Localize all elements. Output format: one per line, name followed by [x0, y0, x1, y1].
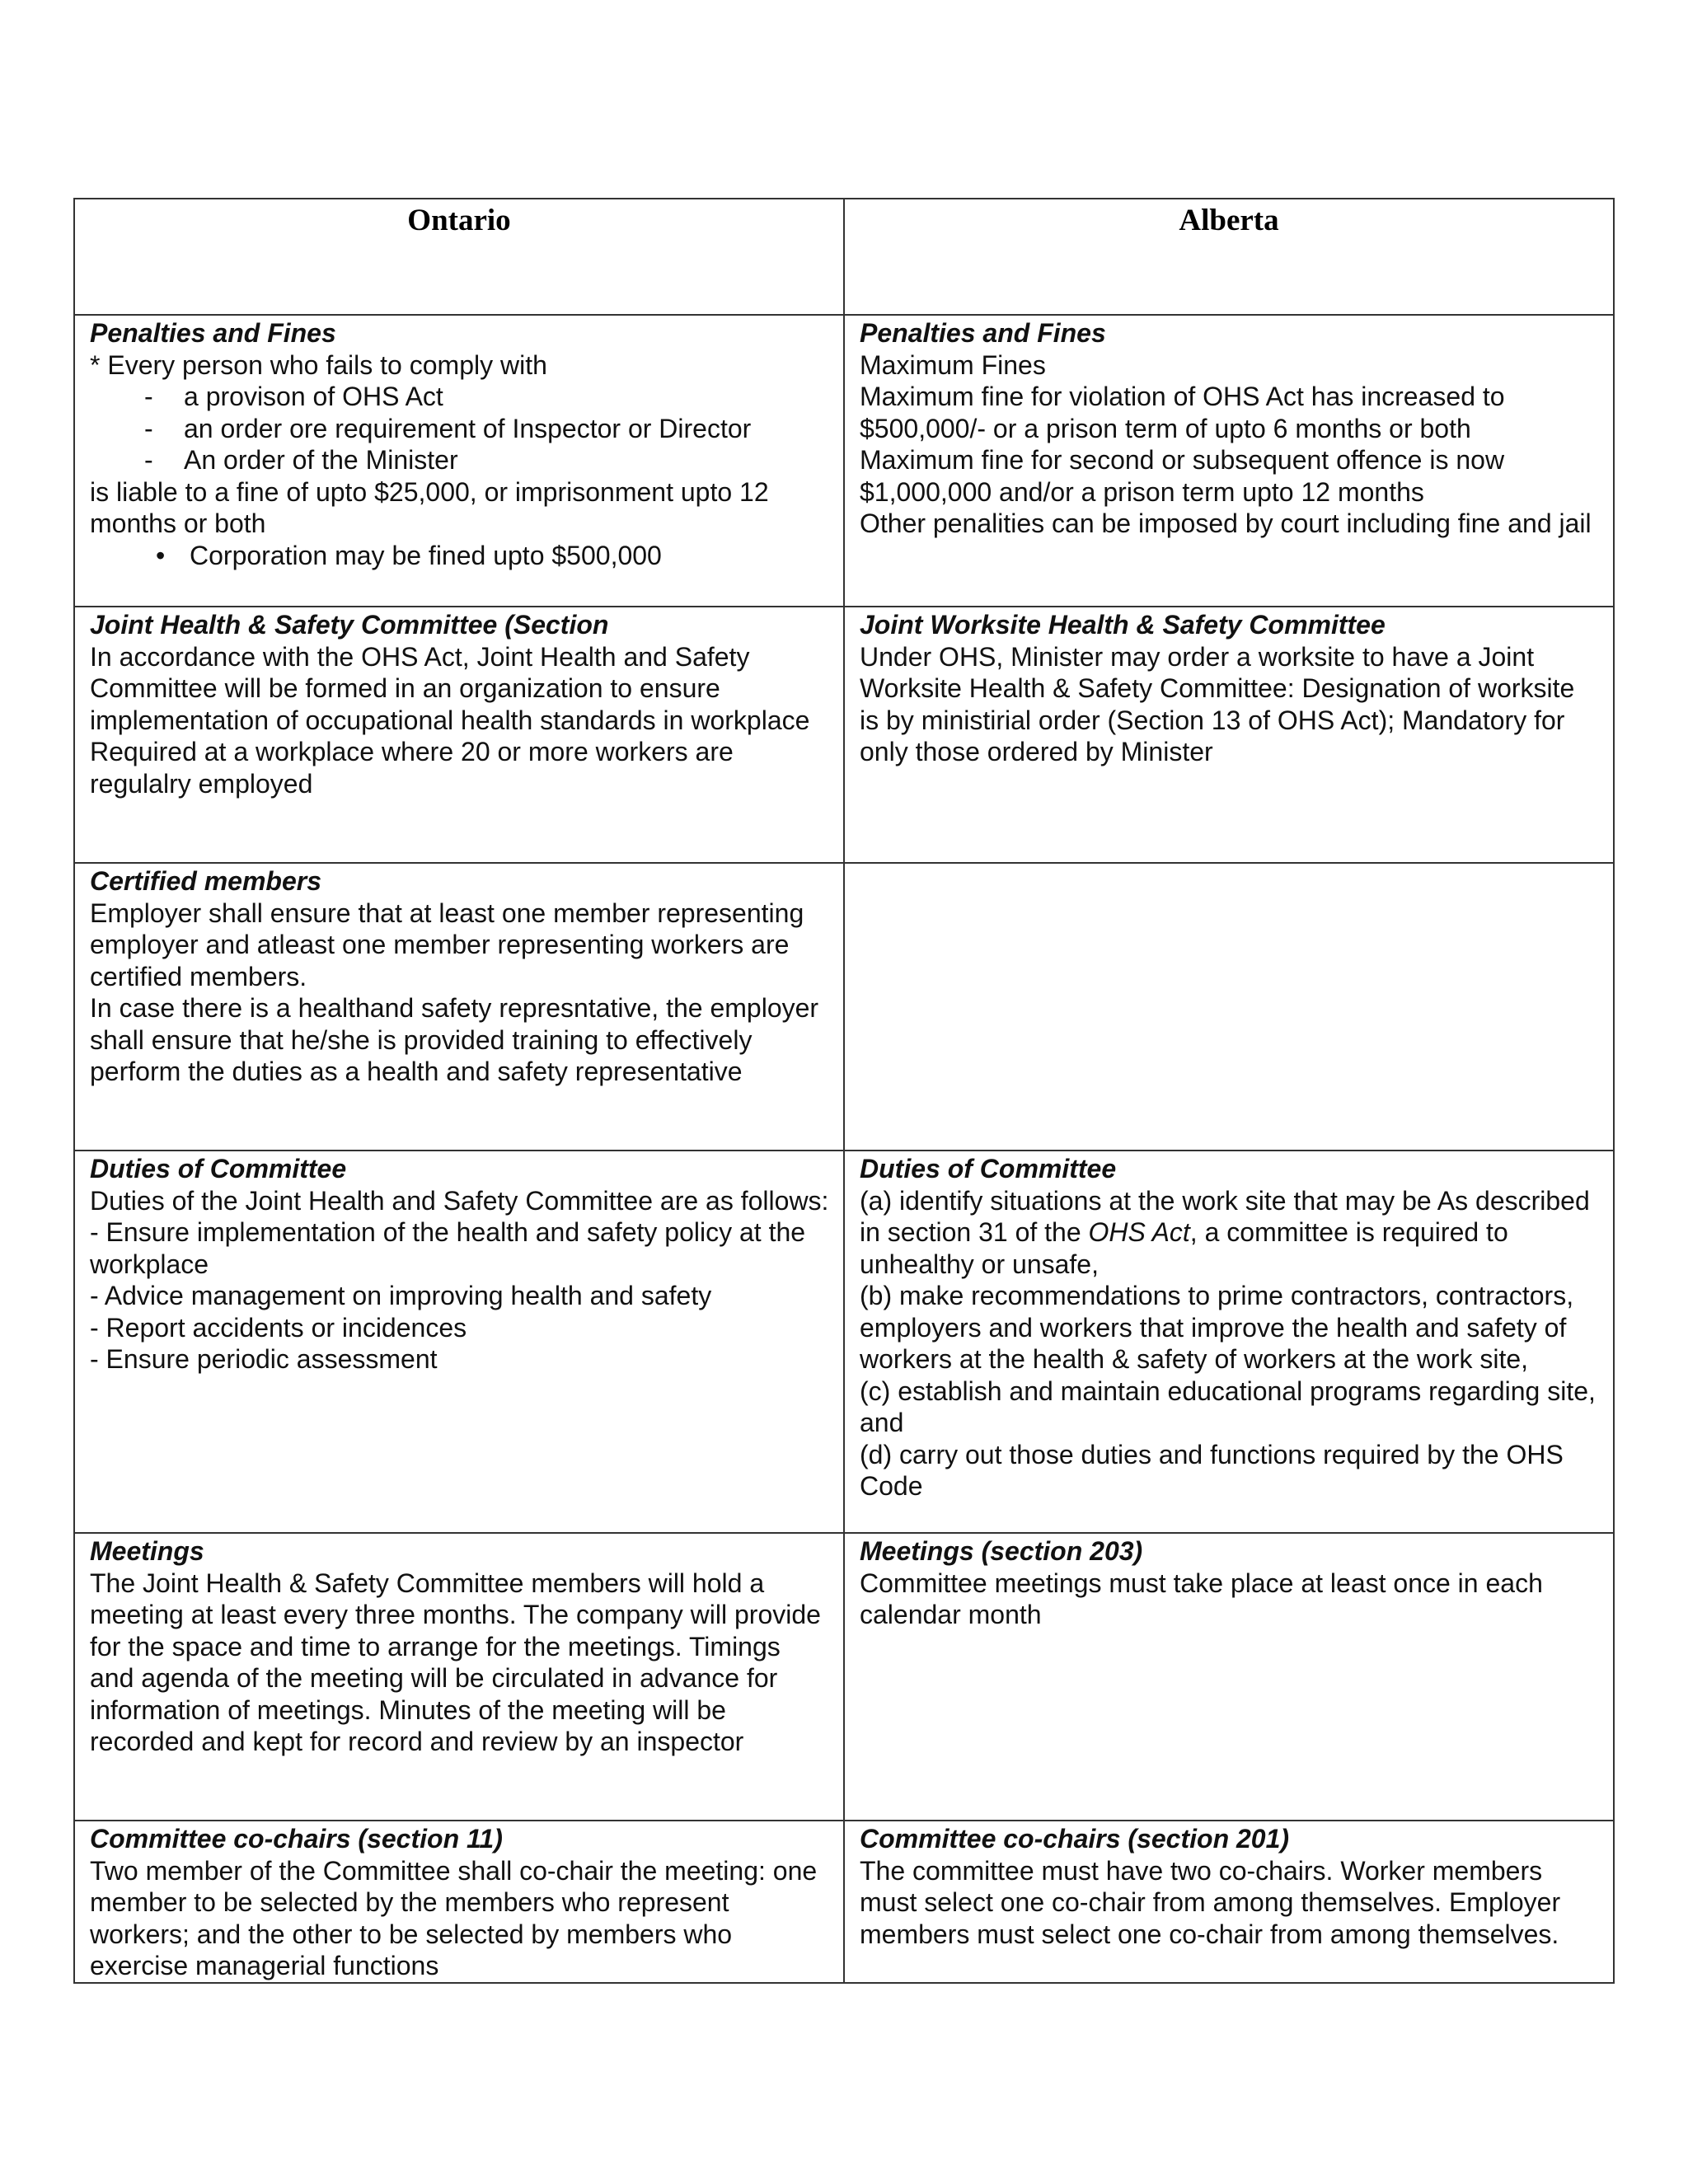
comparison-table: [73, 198, 1615, 1984]
cell-text: Other penalities can be imposed by court including fine and jail: [860, 509, 1592, 538]
cell-text: - Ensure implementation of the health and safety policy at the workplace: [90, 1217, 813, 1279]
cell-text: Maximum fine for violation of OHS Act has increased to $500,000/- or a prison term of upto 6 months or both: [860, 382, 1512, 443]
comparison-document: [73, 198, 1615, 1984]
cell-text: Employer shall ensure that at least one member representing employer and atleast one member representing workers are certified members.: [90, 898, 812, 991]
cell-text: * Every person who fails to comply with: [90, 349, 547, 380]
ontario-committee-cell: [74, 607, 844, 863]
alberta-penalties-cell: [844, 315, 1614, 607]
alberta-cochairs-cell: [844, 1821, 1614, 1983]
cell-text: (a) identify situations at the work site that may be As described in section 31 of the OHS Act, a committee is required to unhealthy or unsafe,: [860, 1185, 1597, 1279]
cell-text: (b) make recommendations to prime contractors, contractors, employers and workers that improve the health and safety of workers at the health & safety of workers at the work site,: [860, 1281, 1581, 1374]
table-row: [74, 607, 1614, 863]
cell-text: is liable to a fine of upto $25,000, or imprisonment upto 12 months or both: [90, 476, 776, 538]
cell-text: Required at a workplace where 20 or more workers are regulalry employed: [90, 737, 741, 799]
ontario-meetings-cell: [74, 1533, 844, 1821]
cell-text: The committee must have two co-chairs. Worker members must select one co-chair from among themselves. Employer members must select one co-chair from among themselves.: [860, 1855, 1568, 1949]
cell-heading: Penalties and Fines: [860, 318, 1106, 348]
cell-heading: Committee co-chairs (section 11): [90, 1824, 503, 1854]
table-row: [74, 315, 1614, 607]
table-row: [74, 1821, 1614, 1983]
ontario-penalties-cell: [74, 315, 844, 607]
table-row: [74, 863, 1614, 1151]
cell-text: In accordance with the OHS Act, Joint Health and Safety Committee will be formed in an organization to ensure implementation of occupational health standards in workplace: [90, 641, 810, 735]
cell-text: The Joint Health & Safety Committee members will hold a meeting at least every three months. The company will provide for the space and time to arrange for the meetings. Timings and agenda of the meeting will be circulated in advance for information of meetings. Minutes of the meeting will be recorded and kept for record and review by an inspector: [90, 1568, 828, 1756]
cell-text: - Ensure periodic assessment: [90, 1344, 438, 1374]
ontario-certified-cell: [74, 863, 844, 1151]
dash-item: - An order of the Minister: [90, 444, 830, 476]
cell-heading: Penalties and Fines: [90, 318, 336, 348]
ontario-duties-cell: [74, 1151, 844, 1533]
dash-item: - a provison of OHS Act: [90, 381, 830, 413]
alberta-duties-cell: [844, 1151, 1614, 1533]
alberta-committee-cell: [844, 607, 1614, 863]
dash-item: - an order ore requirement of Inspector or Director: [90, 413, 830, 445]
cell-heading: Joint Health & Safety Committee (Section: [90, 610, 609, 640]
cell-heading: Meetings (section 203): [860, 1536, 1143, 1566]
cell-text: - Report accidents or incidences: [90, 1312, 467, 1343]
cell-text: Maximum Fines: [860, 349, 1046, 380]
cell-text: (d) carry out those duties and functions required by the OHS Code: [860, 1439, 1571, 1501]
cell-text: Duties of the Joint Health and Safety Committee are as follows:: [90, 1185, 829, 1216]
cell-heading: Duties of Committee: [860, 1154, 1117, 1183]
cell-text: In case there is a healthand safety represntative, the employer shall ensure that he/she is provided training to effectively perform the duties as a health and safety representative: [90, 993, 826, 1086]
cell-heading: Meetings: [90, 1536, 204, 1566]
header-row: [74, 199, 1614, 315]
cell-text: Maximum fine for second or subsequent offence is now $1,000,000 and/or a prison term upto 12 months: [860, 445, 1512, 507]
cell-text: Under OHS, Minister may order a worksite to have a Joint Worksite Health & Safety Committee: Designation of worksite is by ministirial order (Section 13 of OHS Act); Mandatory for only those ordered by Minister: [860, 641, 1582, 766]
alberta-empty-cell: [844, 863, 1614, 1151]
cell-text: Committee meetings must take place at least once in each calendar month: [860, 1568, 1550, 1629]
cell-text: - Advice management on improving health and safety: [90, 1281, 712, 1310]
alberta-meetings-cell: [844, 1533, 1614, 1821]
cell-heading: Joint Worksite Health & Safety Committee: [860, 610, 1386, 640]
ontario-column-header: Ontario: [74, 199, 844, 315]
table-row: [74, 1533, 1614, 1821]
cell-text: Two member of the Committee shall co-chair the meeting: one member to be selected by the members who represent workers; and the other to be selected by members who exercise managerial functions: [90, 1855, 825, 1980]
cell-heading: Committee co-chairs (section 201): [860, 1824, 1290, 1854]
table-row: [74, 1151, 1614, 1533]
ontario-cochairs-cell: [74, 1821, 844, 1983]
cell-text: (c) establish and maintain educational programs regarding site, and: [860, 1376, 1603, 1437]
cell-heading: Certified members: [90, 866, 321, 896]
bullet-item: • Corporation may be fined upto $500,000: [90, 540, 830, 572]
alberta-column-header: Alberta: [844, 199, 1614, 315]
cell-heading: Duties of Committee: [90, 1154, 347, 1183]
